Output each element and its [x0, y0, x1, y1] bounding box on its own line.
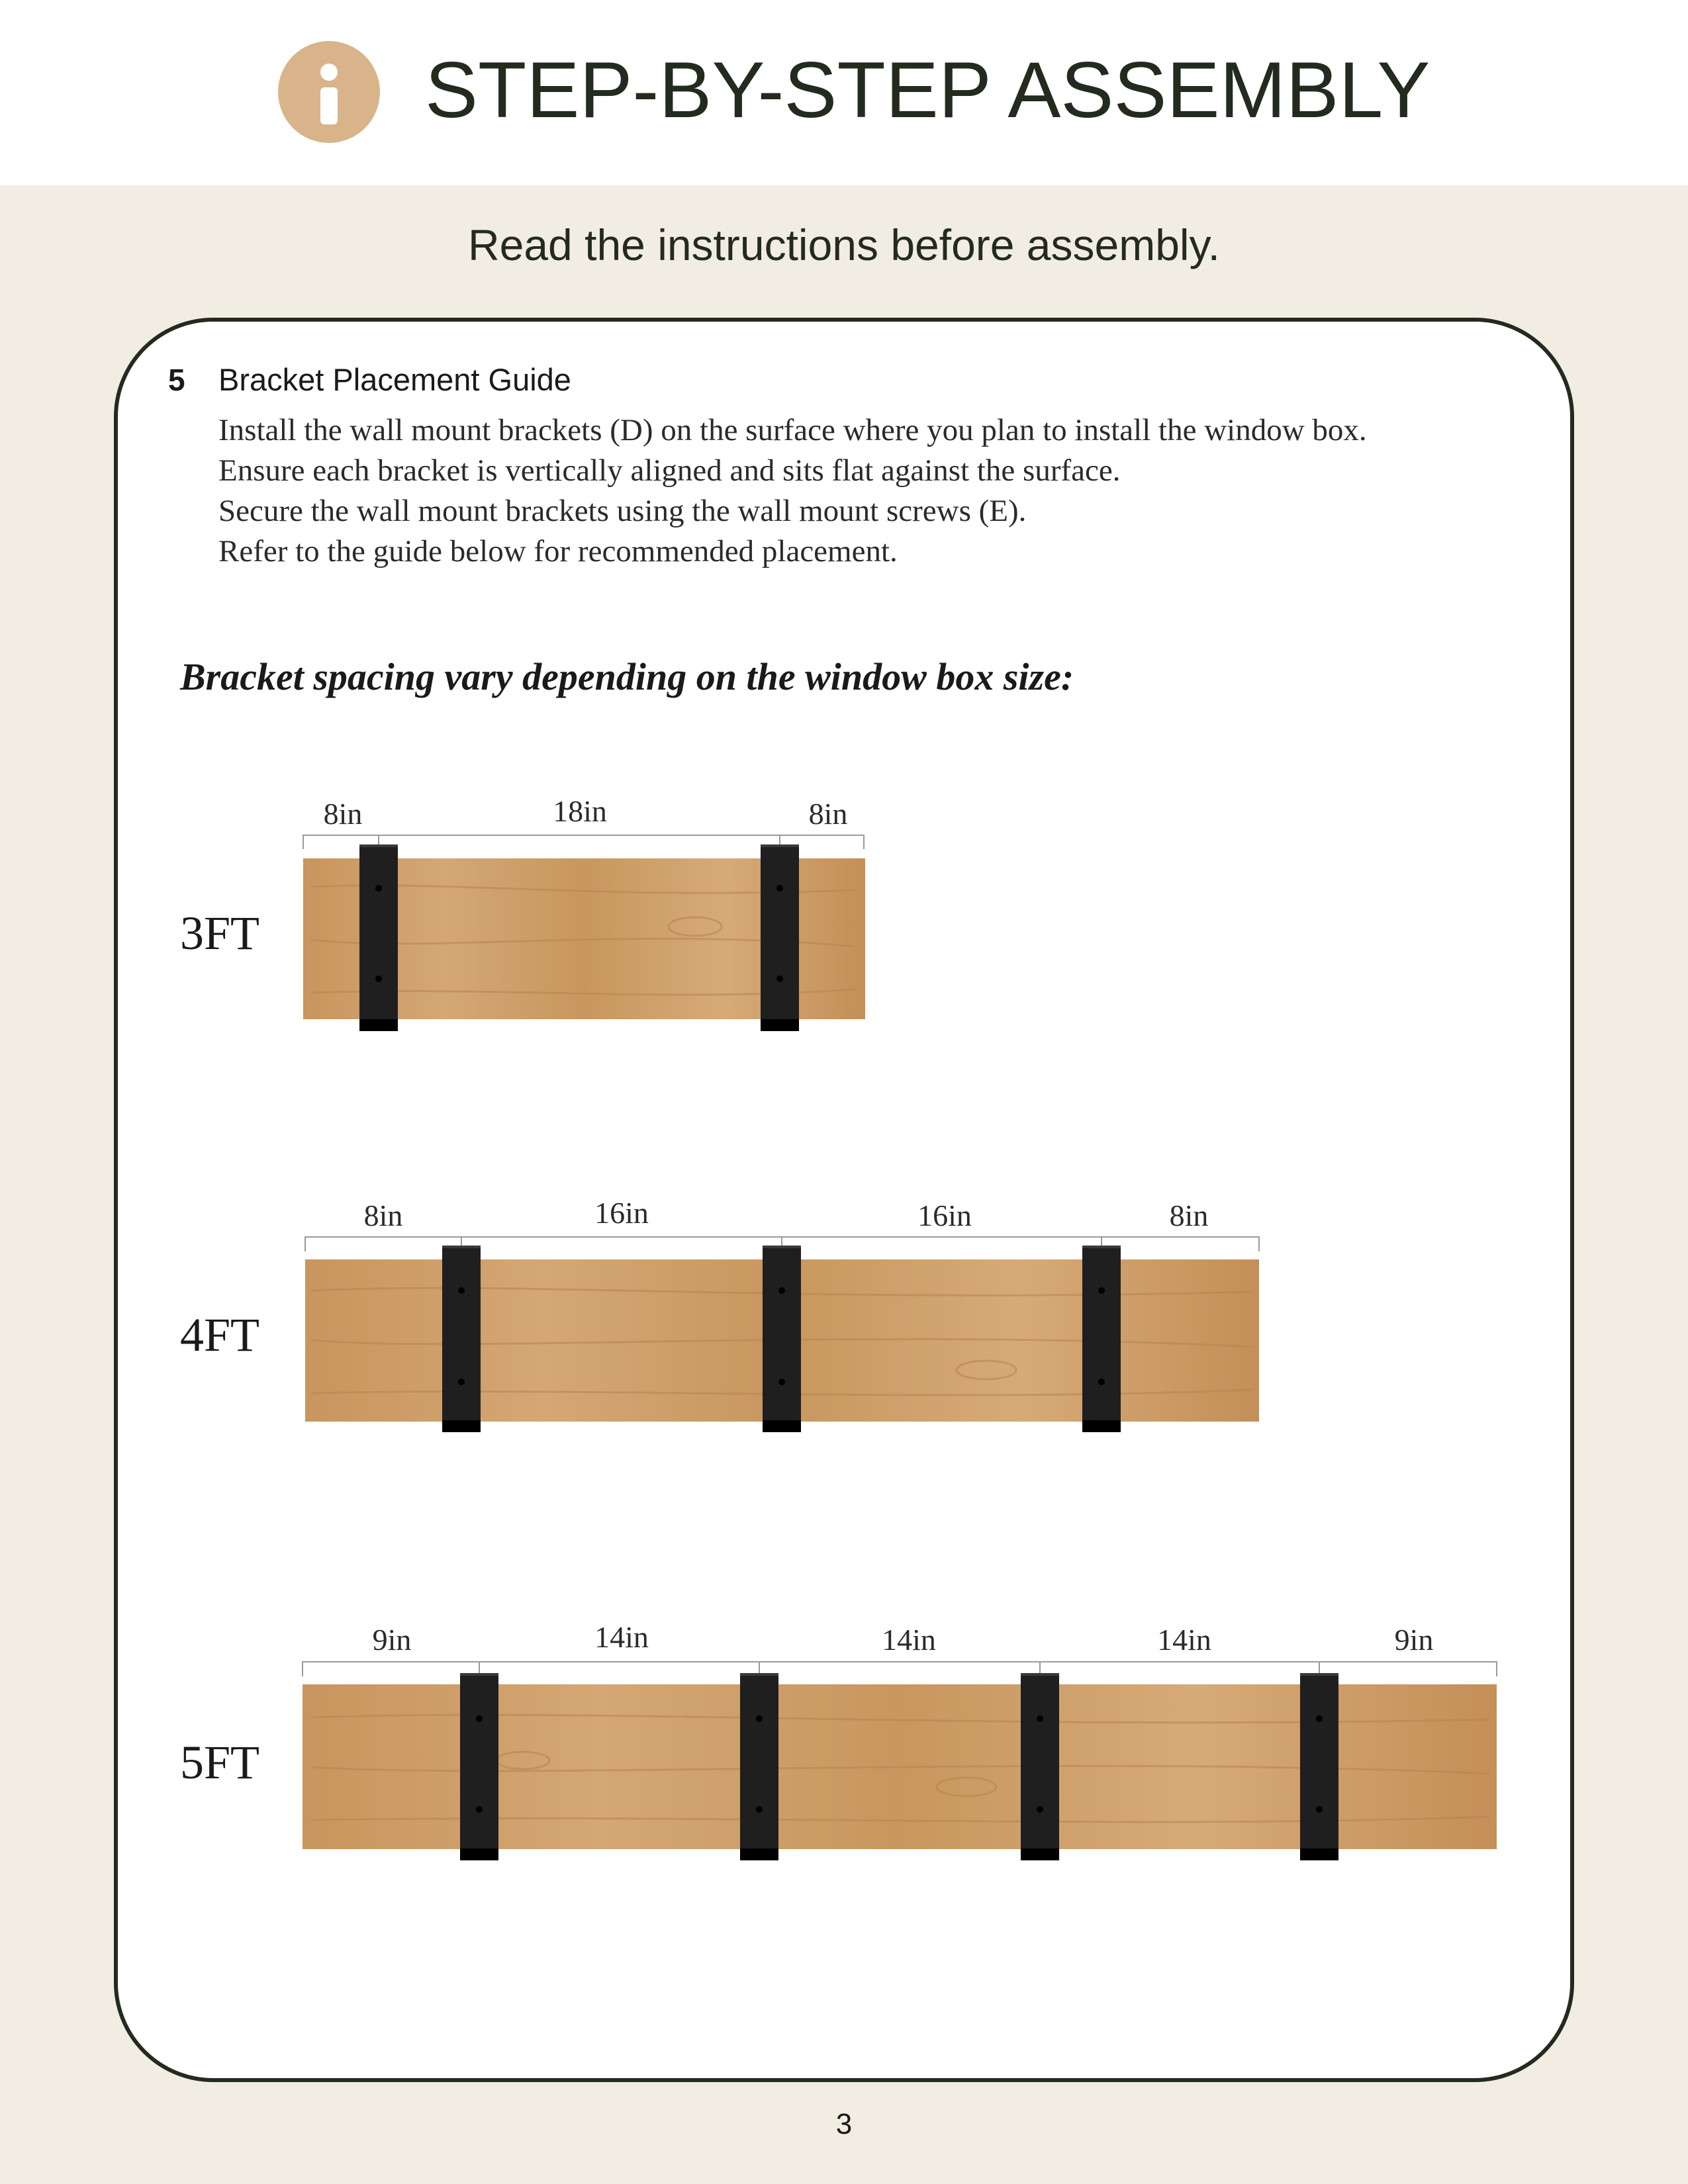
step-number: 5 — [168, 363, 185, 397]
dimension-label: 16in — [917, 1199, 972, 1232]
subtitle: Read the instructions before assembly. — [467, 220, 1221, 269]
bracket — [740, 1673, 778, 1860]
dimension-label: 14in — [1157, 1623, 1211, 1657]
bracket — [761, 844, 799, 1031]
bracket — [763, 1246, 801, 1432]
bracket — [460, 1673, 498, 1860]
bracket — [442, 1246, 481, 1432]
dimension-label: 14in — [594, 1620, 649, 1654]
page-number: 3 — [835, 2108, 853, 2140]
dimension-label: 18in — [553, 794, 607, 828]
step-title: Bracket Placement Guide — [218, 362, 571, 397]
size-label-4ft: 4FT — [180, 1308, 260, 1361]
diagram-5ft — [303, 1620, 1497, 1860]
instruction-line: Secure the wall mount brackets using the wall mount screws (E). — [218, 494, 1027, 528]
instruction-line: Install the wall mount brackets (D) on the surface where you plan to install the window box. — [218, 413, 1367, 447]
dimension-label: 8in — [808, 797, 848, 831]
bracket — [1300, 1673, 1338, 1860]
size-label-5ft: 5FT — [180, 1736, 260, 1789]
dimension-label: 8in — [1169, 1199, 1209, 1232]
dimension-label: 8in — [323, 797, 363, 831]
dimension-label: 14in — [882, 1623, 936, 1657]
dimension-label: 8in — [363, 1199, 403, 1232]
diagram-3ft — [303, 794, 865, 1031]
instruction-line: Ensure each bracket is vertically aligned and sits flat against the surface. — [218, 453, 1121, 488]
dimension-label: 9in — [1394, 1623, 1434, 1657]
page-title: STEP-BY-STEP ASSEMBLY — [425, 46, 1430, 134]
dimension-label: 9in — [372, 1623, 412, 1657]
bracket — [359, 844, 398, 1031]
bracket — [1082, 1246, 1121, 1432]
dimension-label: 16in — [594, 1196, 649, 1230]
diagram-4ft — [305, 1196, 1259, 1432]
spacing-note: Bracket spacing vary depending on the window box size: — [180, 655, 1074, 698]
instruction-line: Refer to the guide below for recommended placement. — [218, 534, 898, 569]
bracket — [1021, 1673, 1059, 1860]
size-label-3ft: 3FT — [180, 907, 260, 960]
